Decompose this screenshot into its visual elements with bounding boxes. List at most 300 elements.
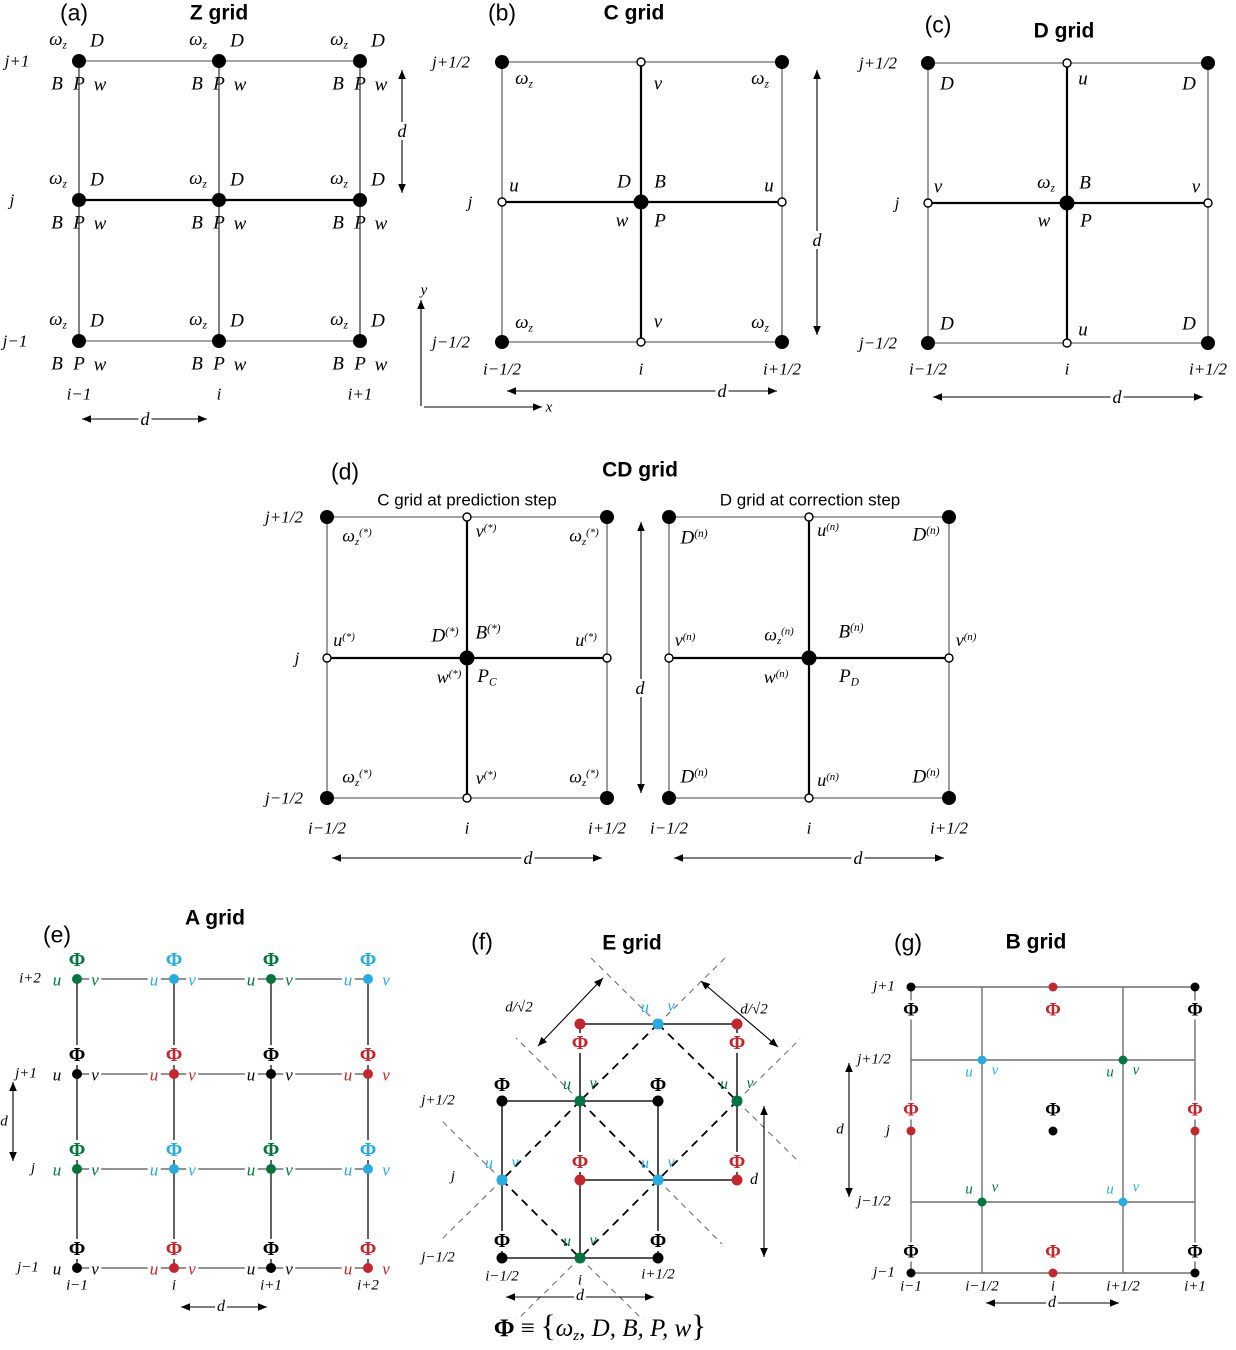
phi-label: Φ [68,1044,86,1066]
v-label: v [188,1259,196,1279]
grid-point [978,1198,987,1207]
grid-point [1049,1127,1058,1136]
col-index-label: i+1 [347,384,373,404]
phi-label: Φ [903,1241,919,1263]
grid-point [72,1164,82,1174]
divergence-label: D [371,169,385,191]
v-label: v [382,1065,390,1085]
u-pred-label: u(*) [575,630,597,650]
v-label: v [1132,1062,1140,1079]
grid-point [978,1056,987,1065]
u-label: u [246,1259,256,1279]
grid-point [169,1263,179,1273]
v-label: v [991,1062,999,1079]
row-index-label: j [30,1160,36,1177]
buoyancy-label: B [191,73,203,95]
phi-label: Φ [1187,999,1203,1021]
omega-z-label: ωz [49,308,67,332]
arrowhead [181,1303,190,1311]
grid-point [212,334,226,348]
buoyancy-label: B [51,73,63,95]
u-label: u [52,1160,62,1180]
omega-z-label: ωz [330,167,348,191]
panel-letter-a: (a) [59,0,89,26]
grid-point [497,1096,508,1107]
grid-point [653,1096,664,1107]
col-index-label: i−1/2 [483,359,521,379]
divergence-label: D [230,310,244,332]
spacing-label: d [812,230,822,250]
u-label: u [1078,68,1088,90]
grid-point [363,1263,373,1273]
grid-point [575,1253,586,1264]
phi-label: Φ [903,999,919,1021]
grid-point [353,334,367,348]
u-corr-label: $u^{(n)}$ [817,520,839,540]
grid-point [460,651,475,666]
velocity-point-open [1063,339,1071,347]
v-label: v [653,73,663,95]
phi-label: Φ [571,1032,589,1054]
grid-point [169,1164,179,1174]
divergence-label: D [90,30,104,52]
pressure-label: P [213,73,225,95]
phi-label: Φ [359,949,377,971]
v-label: v [91,1259,99,1279]
panel-title-c-grid: C grid [603,1,665,25]
v-label: v [382,970,390,990]
divergence-label: D [1182,313,1196,335]
row-index-label: j−1/2 [857,1193,891,1210]
pressure-label: P [1080,210,1092,232]
arrowhead [637,784,645,793]
phi-label: Φ [262,1139,280,1161]
col-index-label: i−1 [66,1277,88,1294]
grid-point [775,55,789,69]
row-index-label: j+1 [15,1065,37,1082]
omega-z-label: ωz [751,67,769,91]
buoyancy-label: B [51,212,63,234]
col-index-label: i−1 [900,1278,922,1295]
spacing-label: d [0,1113,8,1130]
grid-point [575,1096,586,1107]
grid-point [169,974,179,984]
grid-point [353,54,367,68]
w-label: w [233,74,247,96]
grid-point [600,791,614,805]
arrowhead [533,403,542,411]
omega-z-label: ωz [515,67,533,91]
col-index-label: i+1/2 [1189,359,1227,379]
buoyancy-label: B [654,171,666,193]
phi-label: Φ [359,1238,377,1260]
velocity-point-open [603,654,611,662]
panel-title-z-grid: Z grid [189,1,249,25]
grid-point [653,1019,664,1030]
w-label: w [374,354,388,376]
u-pred-label: u(*) [333,630,355,650]
pressure-c-label: PC [477,665,497,689]
formula-open-brace: { [540,1307,556,1343]
w-label: w [615,210,629,232]
row-index-label: j−1/2 [432,332,470,352]
w-pred-label: w(*) [436,667,462,687]
grid-point [72,1069,82,1079]
divergence-corr-label: $D^{(n)}$ [680,766,708,788]
omega-z-pred-label: ωz(*) [342,766,372,789]
velocity-point-open [498,198,506,206]
phi-label: Φ [649,1074,667,1096]
panel-title-cd-grid: CD grid [602,458,678,482]
pressure-label: P [354,73,366,95]
panel-letter-e: (e) [42,921,72,948]
grid-point [495,55,509,69]
v-label: v [91,1160,99,1180]
grid-point [732,1019,743,1030]
divergence-corr-label: $D^{(n)}$ [680,527,708,549]
buoyancy-label: B [332,73,344,95]
row-index-label: j−1 [17,1259,39,1276]
row-index-label: j [467,192,473,212]
grid-point [72,974,82,984]
u-label: u [52,1259,62,1279]
phi-label: Φ [1045,1099,1061,1121]
v-corr-label: $v^{(n)}$ [674,630,696,650]
u-label: u [343,1160,353,1180]
grid-point [266,974,276,984]
panel-letter-d: (d) [330,458,360,485]
grid-point [266,1069,276,1079]
w-label: w [93,354,107,376]
x-axis-label: x [545,399,553,416]
row-index-label: j+1/2 [421,1092,455,1109]
formula-close-brace: } [691,1307,707,1343]
grid-point [634,195,649,210]
subtitle-c-grid-prediction: C grid at prediction step [377,490,557,510]
arrowhead [813,70,821,79]
u-label: u [764,175,774,197]
arrowhead [82,415,91,423]
grid-point [497,1175,508,1186]
v-label: v [188,970,196,990]
divergence-corr-label: $D^{(n)}$ [912,766,940,788]
v-label: v [511,1154,519,1171]
grid-point [907,1127,916,1136]
spacing-label: d [635,678,645,698]
row-index-label: j−1 [873,1264,895,1281]
row-index-label: j [9,190,15,210]
col-index-label: i+1 [260,1277,282,1294]
v-label: v [285,1065,293,1085]
u-label: u [149,1259,159,1279]
divergence-label: D [940,73,954,95]
grid-point [921,336,935,350]
phi-label: Φ [68,1238,86,1260]
u-label: u [509,175,519,197]
u-label: u [641,1155,649,1172]
col-index-label: i+1 [1184,1278,1206,1295]
u-label: u [149,1160,159,1180]
y-axis-label: y [420,282,428,299]
formula-omega: ω [555,1314,574,1342]
grid-point [732,1096,743,1107]
v-label: v [285,1160,293,1180]
velocity-point-open [637,58,645,66]
grid-point [72,1263,82,1273]
w-label: w [374,213,388,235]
row-index-label: j+1/2 [432,52,470,72]
grid-point [72,193,86,207]
col-index-label: i+1/2 [763,359,801,379]
spacing-label: d [576,1287,584,1304]
arrowhead [645,1293,654,1301]
grid-point [653,1253,664,1264]
buoyancy-label: B [332,353,344,375]
v-label: v [1191,176,1201,198]
divergence-label: D [371,310,385,332]
grid-point [802,651,817,666]
grid-point [600,510,614,524]
velocity-point-open [945,654,953,662]
arrowhead [674,854,683,862]
v-corr-label: $v^{(n)}$ [955,630,977,650]
row-index-label: j+1 [873,978,895,995]
u-label: u [149,1065,159,1085]
pressure-label: P [354,212,366,234]
omega-z-pred-label: ωz(*) [342,525,372,548]
velocity-point-open [924,199,932,207]
row-index-label: j+1 [4,51,30,71]
col-index-label: i−1/2 [485,1268,519,1285]
v-label: v [1132,1179,1140,1196]
buoyancy-label: B [191,212,203,234]
pressure-label: P [213,353,225,375]
v-label: v [653,311,663,333]
velocity-point-open [463,513,471,521]
formula-variables: , D, B, P, w [579,1314,692,1342]
col-index-label: i [464,818,470,838]
arrowhead [398,70,406,79]
grid-point [353,193,367,207]
spacing-label: d [1112,387,1122,407]
grid-point [1060,196,1075,211]
grid-point [169,1069,179,1079]
v-label: v [285,1259,293,1279]
u-label: u [1078,319,1088,341]
grid-point [495,335,509,349]
subtitle-d-grid-correction: D grid at correction step [719,490,901,510]
arrowhead [1110,1299,1119,1307]
phi-definition-formula [493,1307,707,1345]
grid-point [775,335,789,349]
omega-z-label: ωz [49,28,67,52]
velocity-point-open [637,338,645,346]
arrowhead [986,1299,995,1307]
grid-point [1049,983,1058,992]
u-label: u [1106,1181,1114,1198]
col-index-label: i+1/2 [930,818,968,838]
v-label: v [667,1154,675,1171]
grid-point [942,510,956,524]
phi-label: Φ [68,1139,86,1161]
u-label: u [343,970,353,990]
phi-label: Φ [165,1238,183,1260]
u-label: u [52,970,62,990]
divergence-label: D [1182,73,1196,95]
pressure-label: P [654,210,666,232]
arrowhead [760,1106,768,1115]
grid-point [907,1269,916,1278]
divergence-label: D [940,313,954,335]
arrowhead [507,387,516,395]
arrowhead [9,1152,17,1161]
col-index-label: i [171,1277,177,1294]
buoyancy-label: B [191,353,203,375]
grid-point [1119,1056,1128,1065]
velocity-point-open [665,654,673,662]
omega-z-label: ωz [515,311,533,335]
v-label: v [991,1179,999,1196]
spacing-label: d [717,381,727,401]
omega-z-label: ωz [189,308,207,332]
spacing-label: d [853,848,863,868]
phi-label: Φ [165,949,183,971]
grid-point [72,334,86,348]
panel-letter-b: (b) [487,0,517,26]
arrowhead [332,854,341,862]
u-label: u [563,1076,571,1093]
arrowhead [593,854,602,862]
formula-equiv: ≡ [520,1314,535,1342]
grid-point [1201,56,1215,70]
phi-label: Φ [571,1151,589,1173]
u-label: u [246,1160,256,1180]
panel-letter-c: (c) [924,11,952,38]
velocity-point-open [805,513,813,521]
divergence-label: D [90,169,104,191]
phi-label: Φ [728,1032,746,1054]
row-index-label: j [294,648,300,668]
spacing-label: d [397,121,407,141]
phi-label: Φ [1045,1241,1061,1263]
w-corr-label: $w^{(n)}$ [763,667,789,687]
phi-label: Φ [1045,999,1061,1021]
velocity-point-open [778,198,786,206]
arrowhead [845,1188,853,1197]
panel-letter-f: (f) [471,928,493,955]
row-index-label: j+1/2 [857,1051,891,1068]
u-corr-label: $u^{(n)}$ [817,770,839,790]
arrowhead [9,1082,17,1091]
v-label: v [382,1160,390,1180]
grid-point [212,193,226,207]
buoyancy-corr-label: $B^{(n)}$ [838,621,864,643]
phi-label: Φ [649,1230,667,1252]
arrowhead [258,1303,267,1311]
buoyancy-label: B [332,212,344,234]
col-index-label: i−1 [66,384,92,404]
phi-label: Φ [903,1099,919,1121]
grid-point [662,510,676,524]
v-label: v [933,176,943,198]
panel-title-a-grid: A grid [185,906,245,930]
grid-point [212,54,226,68]
col-index-label: i−1/2 [650,818,688,838]
spacing-label: d [217,1298,225,1315]
arrowhead [813,326,821,335]
arrowhead [398,184,406,193]
phi-label: Φ [68,949,86,971]
phi-label: Φ [1187,1099,1203,1121]
buoyancy-pred-label: B(*) [475,622,501,644]
col-index-label: i+2 [357,1277,379,1294]
grid-point [1119,1198,1128,1207]
col-index-label: i [216,384,222,404]
row-index-label: j−1/2 [421,1249,455,1266]
grid-point [1191,1269,1200,1278]
u-label: u [246,1065,256,1085]
grid-point [497,1253,508,1264]
row-index-label: j−1/2 [859,333,897,353]
omega-z-pred-label: ωz(*) [569,766,599,789]
arrowhead [198,415,207,423]
arrowhead [1194,393,1203,401]
spacing-label: d [140,409,150,429]
panel-letter-g: (g) [893,929,923,956]
row-index-label: j [894,193,900,213]
grid-point [1201,336,1215,350]
u-label: u [1106,1064,1114,1081]
w-label: w [93,74,107,96]
phi-label: Φ [1187,1241,1203,1263]
omega-z-label: ωz [330,308,348,332]
formula-omega-sub: z [573,1328,580,1345]
u-label: u [965,1181,973,1198]
phi-label: Φ [728,1151,746,1173]
col-index-label: i−1/2 [308,818,346,838]
divergence-label: D [230,169,244,191]
v-label: v [667,998,675,1015]
phi-label: Φ [359,1044,377,1066]
divergence-corr-label: $D^{(n)}$ [912,524,940,546]
col-index-label: i [1050,1278,1056,1295]
col-index-label: i [1064,359,1070,379]
spacing-label: d [836,1121,844,1138]
phi-label: Φ [262,1044,280,1066]
row-index-label: j−1 [2,331,28,351]
spacing-label: d [750,1171,758,1188]
v-label: v [91,970,99,990]
u-label: u [641,999,649,1016]
formula-phi: Φ [493,1314,515,1342]
grid-point [266,1263,276,1273]
v-label: v [91,1065,99,1085]
arrowhead [768,387,777,395]
pressure-label: P [354,353,366,375]
u-label: u [965,1064,973,1081]
arrowhead [506,1293,515,1301]
w-label: w [93,213,107,235]
pressure-d-label: PD [839,665,859,689]
row-index-label: i+2 [19,970,41,987]
diagonal-spacing-label: d/√2 [740,1001,768,1018]
col-index-label: i [806,818,812,838]
grid-point [266,1164,276,1174]
buoyancy-label: B [51,353,63,375]
u-label: u [485,1155,493,1172]
col-index-label: i+1/2 [1106,1278,1140,1295]
row-index-label: j+1/2 [265,507,303,527]
